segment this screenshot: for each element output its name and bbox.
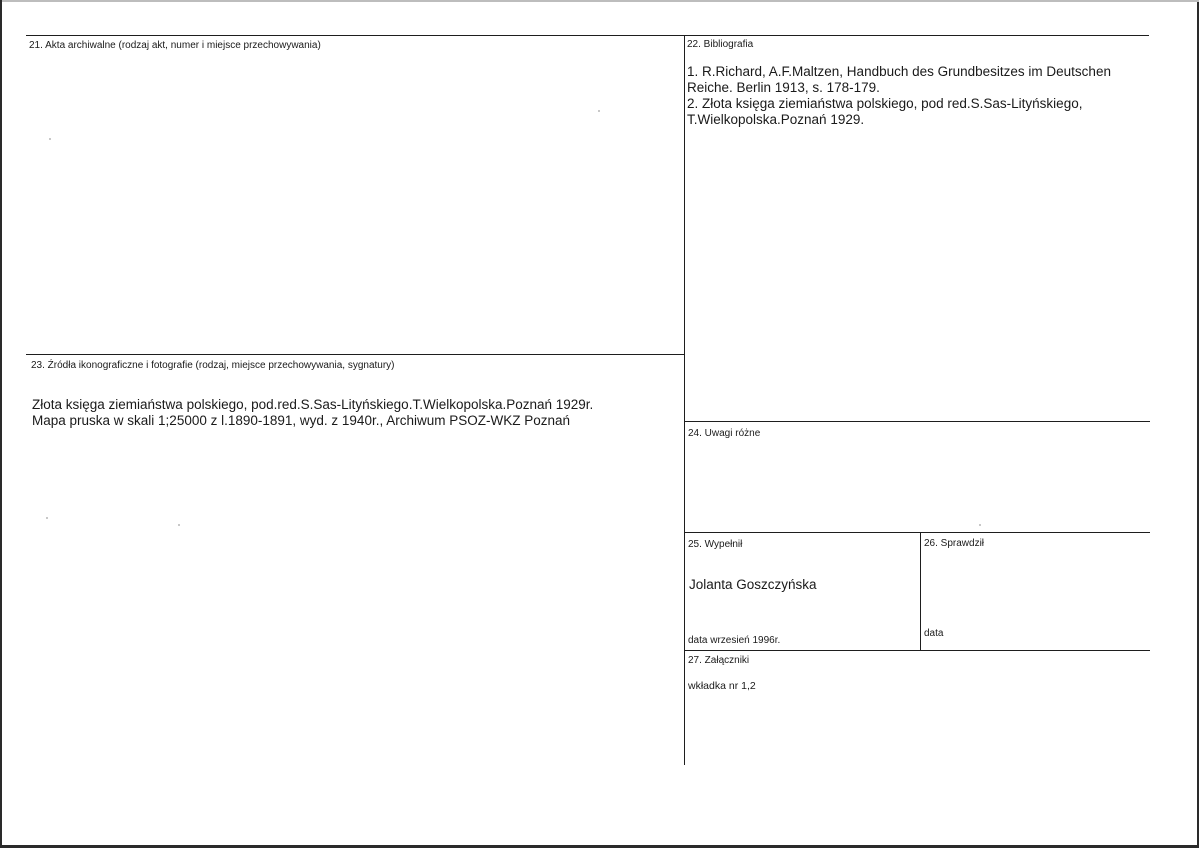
attachments-value: wkładka nr 1,2: [688, 680, 756, 692]
scan-speck: [598, 110, 600, 112]
section-21-label: 21. Akta archiwalne (rodzaj akt, numer i miejsce przechowywania): [29, 40, 321, 51]
section-27-label: 27. Załączniki: [688, 655, 750, 666]
section-26-label: 26. Sprawdził: [924, 538, 985, 549]
section-25-label: 25. Wypełnił: [688, 539, 743, 550]
section-24-label: 24. Uwagi różne: [688, 428, 761, 439]
scan-speck: [979, 524, 981, 526]
iconography-text: [32, 397, 593, 429]
checked-by-date: data: [924, 628, 944, 639]
filled-by-name: Jolanta Goszczyńska: [689, 577, 817, 592]
filled-by-date: data wrzesień 1996r.: [688, 635, 781, 646]
bibliography-line: Reiche. Berlin 1913, s. 178-179.: [687, 80, 880, 95]
scan-speck: [49, 138, 51, 140]
scan-speck: [178, 524, 180, 526]
iconography-line: Złota księga ziemiaństwa polskiego, pod.red.S.Sas-Lityńskiego.T.Wielkopolska.Poznań 1929r.: [32, 397, 594, 412]
rule-24-25: [684, 532, 1150, 533]
bibliography-line: 2. Złota księga ziemiaństwa polskiego, pod red.S.Sas-Lityńskiego,: [687, 96, 1083, 111]
divider-25-26: [920, 532, 921, 650]
rule-25-27: [684, 650, 1150, 651]
rule-21-23: [26, 354, 684, 355]
iconography-line: Mapa pruska w skali 1;25000 z l.1890-1891, wyd. z 1940r., Archiwum PSOZ-WKZ Poznań: [32, 413, 571, 428]
bibliography-line: 1. R.Richard, A.F.Maltzen, Handbuch des Grundbesitzes im Deutschen: [687, 64, 1111, 79]
section-23-label: 23. Źródła ikonograficzne i fotografie (rodzaj, miejsce przechowywania, sygnatury): [31, 360, 395, 371]
section-22-label: 22. Bibliografia: [687, 39, 754, 50]
center-divider: [684, 35, 685, 765]
bibliography-text: [687, 64, 1111, 128]
rule-22-24: [684, 421, 1150, 422]
bibliography-line: T.Wielkopolska.Poznań 1929.: [687, 112, 865, 127]
top-edge: [2, 0, 1199, 2]
top-rule: [26, 35, 1149, 36]
scan-speck: [46, 517, 48, 519]
